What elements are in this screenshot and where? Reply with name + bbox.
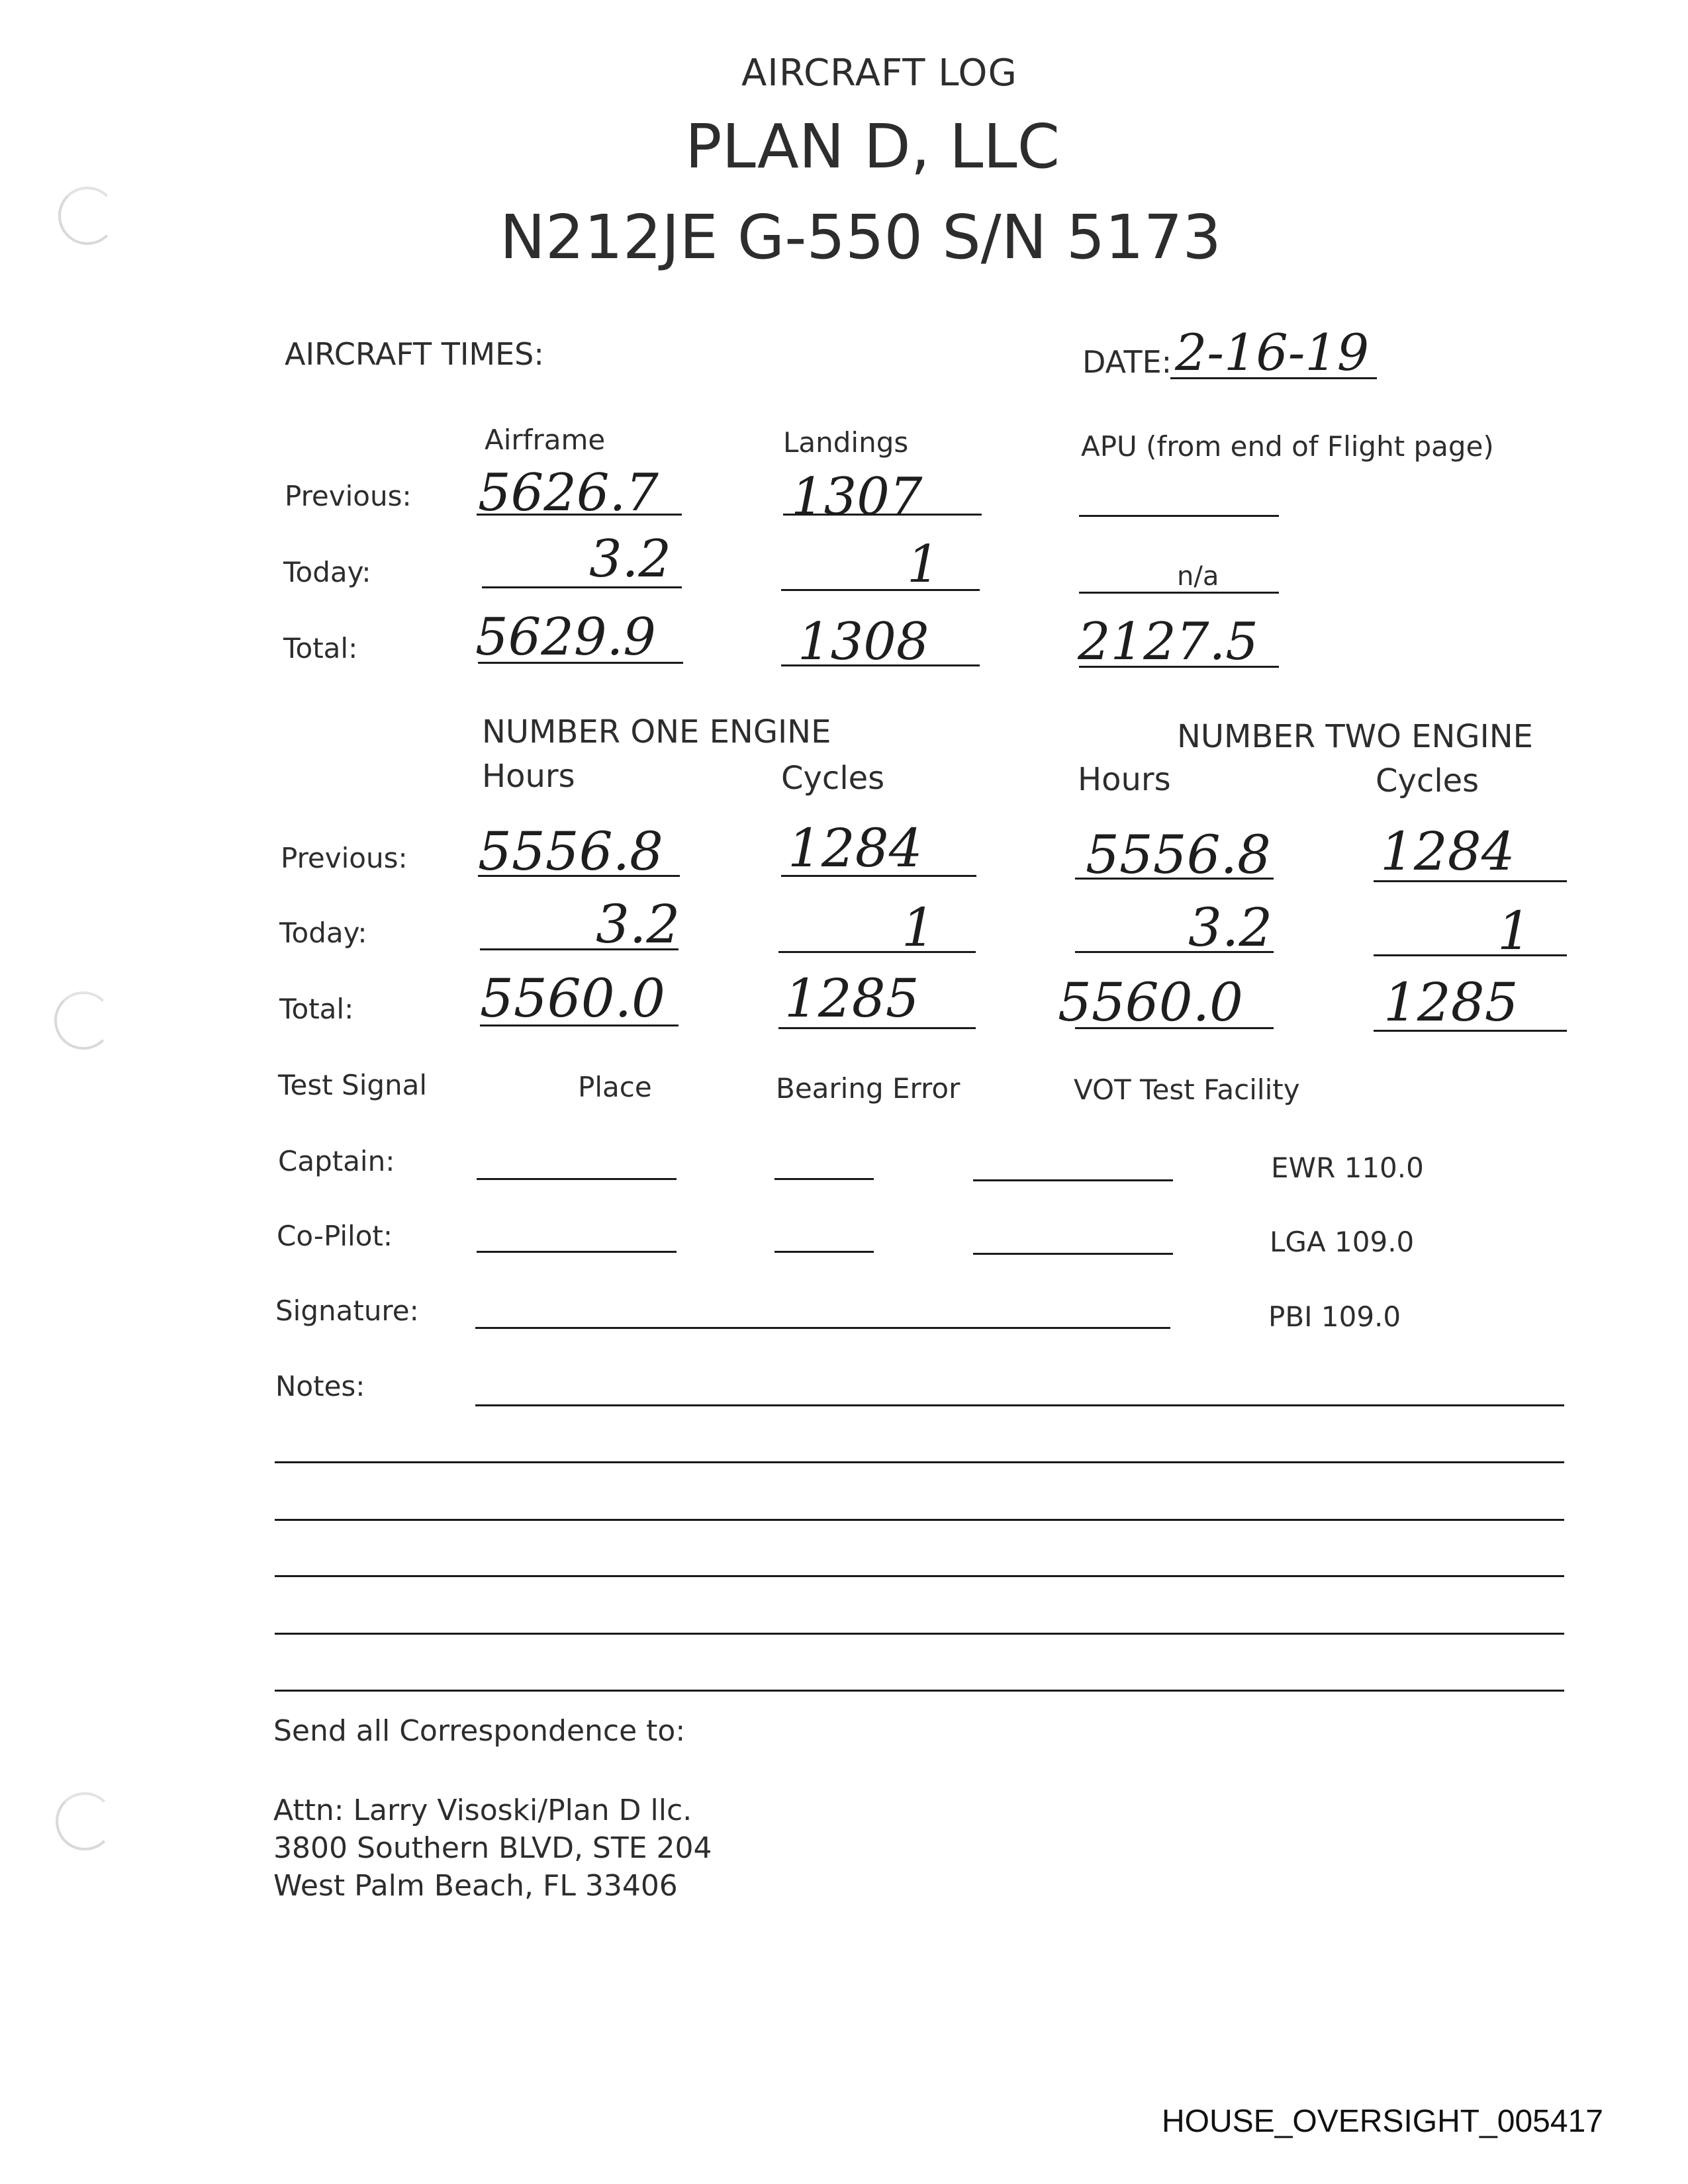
test-signal-label: Test Signal: [278, 1069, 428, 1101]
correspondence-heading: Send all Correspondence to:: [273, 1714, 686, 1748]
landings-total-value: 1308: [798, 612, 929, 672]
airframe-previous-value: 5626.7: [478, 463, 659, 523]
copilot-label: Co-Pilot:: [277, 1220, 393, 1252]
captain-place-line: [477, 1178, 677, 1180]
engine-two-cycles-today-line: [1374, 954, 1567, 956]
apu-total-line: [1079, 666, 1279, 668]
engine-two-hours-today-line: [1075, 951, 1274, 953]
engine-row-label-today: Today:: [279, 917, 367, 949]
engine-one-cycles-header: Cycles: [781, 760, 885, 797]
vot-test-facility-column-header: VOT Test Facility: [1074, 1073, 1300, 1106]
engine-two-cycles-previous: 1284: [1380, 821, 1515, 882]
landings-today-line: [781, 589, 980, 591]
engine-two-hours-total-line: [1075, 1027, 1274, 1029]
engine-one-hours-today-line: [480, 948, 679, 950]
apu-column-header: APU (from end of Flight page): [1081, 430, 1494, 463]
engine-two-hours-header: Hours: [1078, 761, 1171, 798]
landings-today-value: 1: [907, 535, 940, 594]
engine-row-label-previous: Previous:: [281, 842, 408, 874]
binder-hole-bottom: [56, 1792, 114, 1850]
airframe-column-header: Airframe: [485, 424, 606, 456]
binder-hole-top: [58, 187, 117, 245]
date-label: DATE:: [1082, 344, 1172, 380]
vot-pbi: PBI 109.0: [1268, 1300, 1401, 1333]
engine-one-cycles-today: 1: [902, 897, 935, 958]
vot-ewr: EWR 110.0: [1271, 1152, 1424, 1184]
engine-two-heading: NUMBER TWO ENGINE: [1177, 718, 1533, 755]
airframe-previous-line: [477, 514, 682, 516]
aircraft-times-heading: AIRCRAFT TIMES:: [285, 336, 544, 372]
engine-two-cycles-previous-line: [1374, 880, 1567, 882]
bates-number: HOUSE_OVERSIGHT_005417: [1162, 2104, 1603, 2139]
engine-one-hours-total: 5560.0: [480, 968, 665, 1029]
airframe-total-line: [478, 662, 683, 664]
engine-two-hours-today: 3.2: [1188, 897, 1273, 958]
vot-lga: LGA 109.0: [1270, 1226, 1415, 1258]
apu-total-value: 2127.5: [1078, 612, 1258, 672]
notes-line-4: [275, 1575, 1564, 1577]
form-title: AIRCRAFT LOG: [741, 52, 1017, 95]
captain-label: Captain:: [278, 1145, 395, 1177]
apu-previous-line: [1079, 515, 1279, 517]
landings-total-line: [781, 664, 980, 666]
notes-line-3: [275, 1519, 1564, 1521]
landings-previous-value: 1307: [791, 467, 923, 527]
engine-one-hours-previous-line: [478, 875, 680, 877]
captain-vot-line: [973, 1179, 1173, 1181]
engine-row-label-total: Total:: [279, 993, 354, 1025]
engine-one-hours-today: 3.2: [596, 893, 680, 955]
correspondence-city: West Palm Beach, FL 33406: [273, 1869, 678, 1903]
company-name: PLAN D, LLC: [685, 111, 1060, 182]
engine-one-cycles-today-line: [778, 951, 976, 953]
notes-line-6: [275, 1690, 1564, 1692]
engine-two-cycles-today: 1: [1497, 900, 1531, 962]
engine-two-cycles-header: Cycles: [1376, 762, 1479, 799]
date-value: 2-16-19: [1175, 323, 1370, 382]
engine-one-cycles-total-line: [778, 1027, 976, 1029]
apu-today-line: [1079, 592, 1279, 594]
airframe-today-value: 3.2: [589, 529, 672, 589]
place-column-header: Place: [578, 1071, 652, 1103]
captain-bearing-line: [774, 1178, 874, 1180]
aircraft-identifier: N212JE G-550 S/N 5173: [500, 202, 1221, 273]
date-line: [1170, 377, 1377, 379]
landings-previous-line: [783, 514, 982, 516]
row-label-previous: Previous:: [285, 480, 412, 512]
engine-one-hours-total-line: [480, 1024, 679, 1026]
landings-column-header: Landings: [783, 426, 909, 459]
engine-one-hours-header: Hours: [482, 758, 575, 795]
notes-label: Notes:: [275, 1370, 365, 1402]
engine-one-cycles-total: 1285: [784, 968, 919, 1029]
engine-two-hours-previous: 5556.8: [1086, 824, 1271, 886]
notes-line-2: [275, 1461, 1564, 1463]
bearing-error-column-header: Bearing Error: [776, 1072, 961, 1105]
engine-one-heading: NUMBER ONE ENGINE: [482, 713, 831, 751]
apu-today-value: n/a: [1177, 561, 1219, 592]
signature-label: Signature:: [275, 1295, 419, 1327]
correspondence-attn: Attn: Larry Visoski/Plan D llc.: [273, 1794, 692, 1827]
signature-line: [475, 1327, 1170, 1329]
copilot-vot-line: [973, 1253, 1173, 1255]
binder-hole-middle: [54, 991, 113, 1050]
engine-two-cycles-total: 1285: [1383, 972, 1519, 1033]
engine-two-cycles-total-line: [1374, 1030, 1567, 1032]
airframe-total-value: 5629.9: [475, 608, 656, 667]
copilot-place-line: [477, 1251, 677, 1253]
engine-two-hours-previous-line: [1075, 878, 1274, 880]
correspondence-street: 3800 Southern BLVD, STE 204: [273, 1831, 712, 1865]
engine-one-cycles-previous: 1284: [788, 817, 923, 879]
engine-one-cycles-previous-line: [781, 875, 976, 877]
airframe-today-line: [482, 586, 682, 588]
row-label-total: Total:: [283, 632, 358, 664]
row-label-today: Today:: [283, 556, 371, 588]
notes-line-5: [275, 1633, 1564, 1635]
engine-one-hours-previous: 5556.8: [478, 821, 663, 882]
notes-line-1: [475, 1404, 1564, 1406]
engine-two-hours-total: 5560.0: [1058, 972, 1243, 1033]
copilot-bearing-line: [774, 1251, 874, 1253]
